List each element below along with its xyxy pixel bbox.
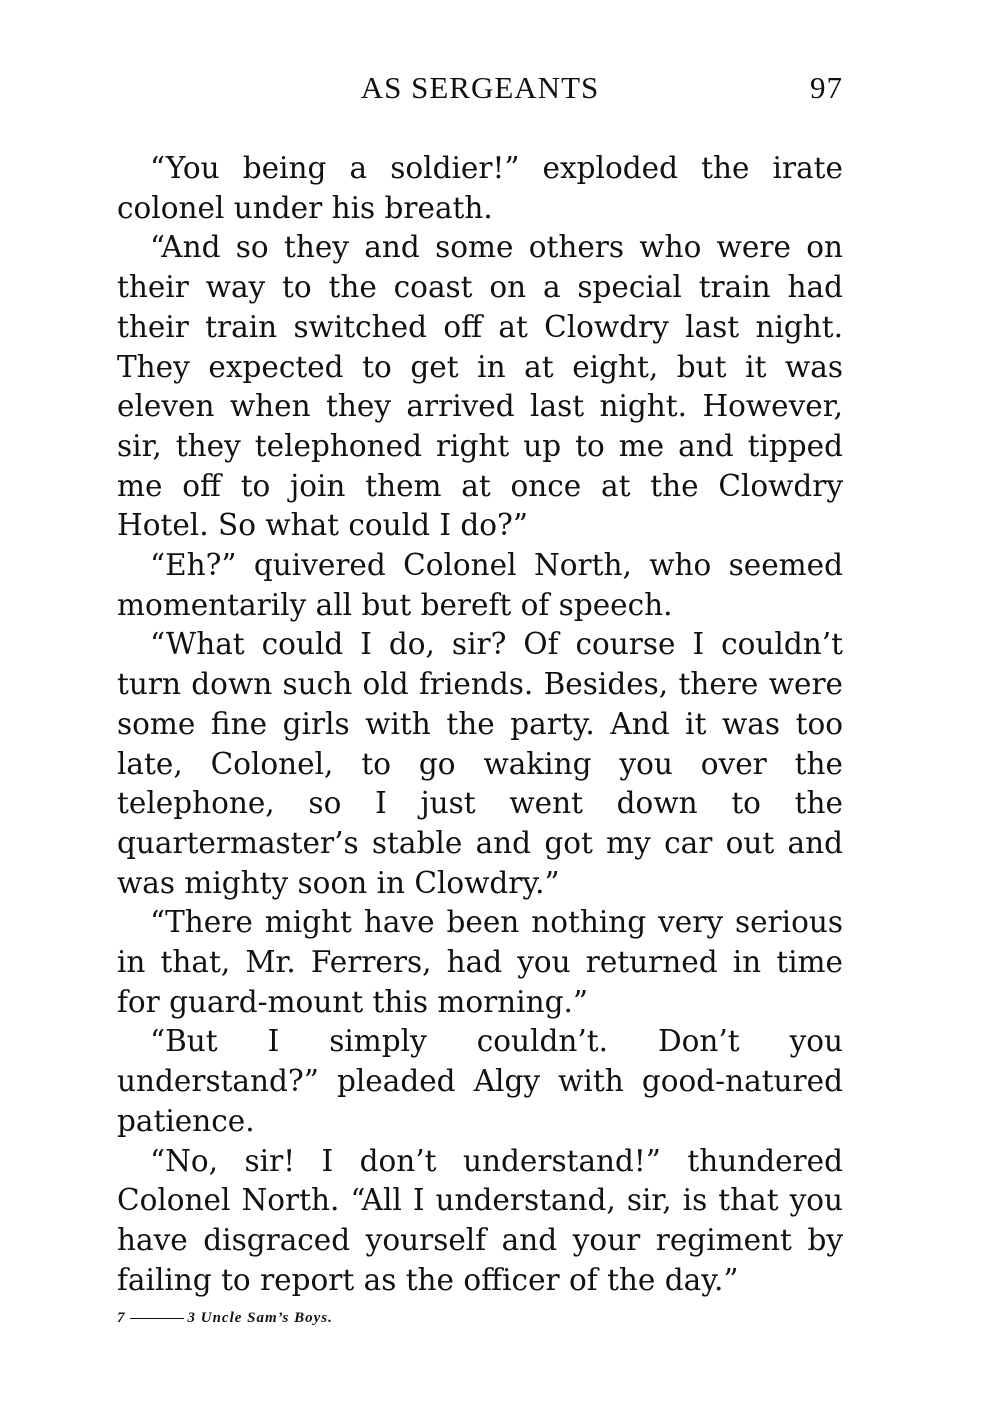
signature-label: 3 Uncle Sam’s Boys. [187, 1310, 333, 1326]
page-header [117, 64, 843, 114]
signature-rule [130, 1318, 184, 1319]
paragraph: “But I simply couldn’t. Don’t you understand?” pleaded Algy with good-natured patience. [117, 1024, 843, 1138]
running-head: AS SERGEANTS [360, 70, 600, 105]
paragraph: “And so they and some others who were on their way to the coast on a special train had their train switched off at Clowdry last night. They expected to get in at eight, but it was eleven when they arrived last night. However, sir, they telephoned right up to me and tipped me off to join them at once at the Clowdry Hotel. So what could I do?” [117, 230, 843, 543]
signature-mark: 7 [117, 1310, 126, 1326]
body-text [117, 149, 843, 1300]
paragraph: “No, sir! I don’t understand!” thundered Colonel North. “All I understand, sir, is that you have disgraced yourself and your regiment by failing to report as the officer of the day.” [117, 1143, 843, 1297]
paragraph: “Eh?” quivered Colonel North, who seemed momentarily all but bereft of speech. [117, 548, 843, 622]
paragraph: “You being a soldier!” exploded the irate colonel under his breath. [117, 151, 843, 225]
page-number: 97 [810, 70, 843, 105]
paragraph: “What could I do, sir? Of course I couldn’t turn down such old friends. Besides, there were some fine girls with the party. And it was too late, Colonel, to go waking you over the telephone, so I just went down to the quartermaster’s stable and got my car out and was mighty soon in Clowdry.” [117, 627, 843, 900]
signature-footer [117, 1310, 333, 1327]
paragraph: “There might have been nothing very serious in that, Mr. Ferrers, had you returned in time for guard-mount this morning.” [117, 905, 843, 1019]
